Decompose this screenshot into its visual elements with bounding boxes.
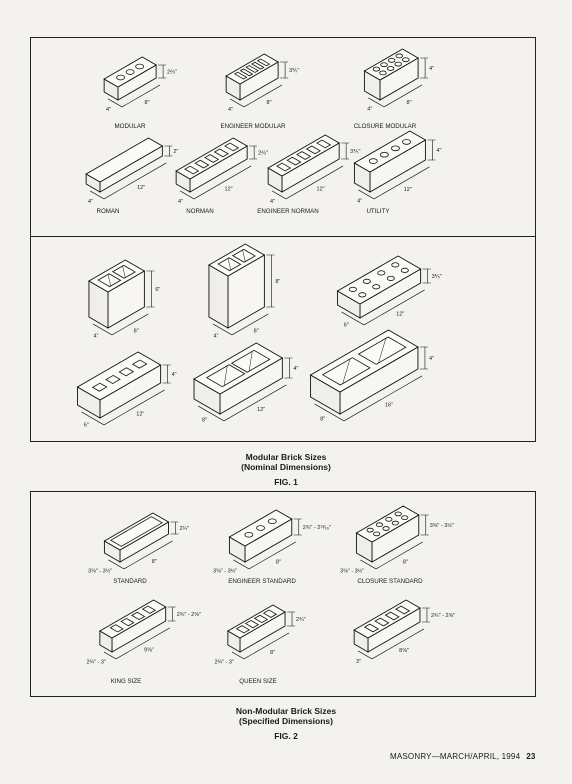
unit-8x4x12-length-label: 12" [257, 406, 266, 413]
norman-name-label: NORMAN [186, 208, 214, 215]
engineer-standard-name-label: ENGINEER STANDARD [228, 578, 296, 585]
unit-4x6x8-width-label: 4" [93, 333, 99, 340]
closure-modular-length-label: 8" [406, 99, 412, 106]
utility-name-label: UTILITY [366, 208, 390, 215]
utility-brick [354, 131, 441, 204]
unit-6x3x12-brick [337, 256, 442, 328]
unit-6x4x12-brick [77, 352, 176, 428]
unit-8x4x16-width-label: 8" [320, 416, 326, 423]
modular-height-label: 2⅔" [167, 69, 177, 76]
engineer-modular-brick [226, 54, 299, 113]
roman-height-label: 2" [173, 149, 179, 155]
engineer-standard-brick [213, 510, 331, 574]
closure-standard-name-label: CLOSURE STANDARD [357, 578, 423, 585]
unit-6x3x12-height-label: 3⅕" [431, 274, 442, 280]
king-size-length-label: 9⅝" [144, 647, 154, 654]
unit-6x4x12-length-label: 12" [136, 411, 145, 418]
king-size-name-label: KING SIZE [110, 678, 142, 685]
page-number: 23 [526, 752, 536, 761]
engineer-norman-width-label: 4" [270, 198, 276, 205]
utility-width-label: 4" [357, 198, 363, 205]
king-size-brick [86, 600, 200, 665]
utility-length-label: 12" [403, 186, 412, 193]
fig2-caption-subtitle: (Specified Dimensions) [239, 716, 333, 726]
roman-name-label: ROMAN [96, 208, 120, 215]
engineer-modular-name-label: ENGINEER MODULAR [220, 123, 286, 130]
unit-8x4x16-height-label: 4" [428, 356, 434, 362]
modular-width-label: 4" [106, 106, 112, 113]
unnamed-nonmodular-width-label: 3" [356, 658, 362, 665]
engineer-standard-length-label: 8" [275, 559, 281, 566]
fig1-caption-title: Modular Brick Sizes [245, 452, 327, 462]
unnamed-nonmodular-height-label: 2¾" - 2⅝" [430, 613, 456, 619]
engineer-norman-length-label: 12" [316, 186, 325, 193]
fig2-label: FIG. 2 [274, 731, 298, 741]
unit-8x4x16-brick [311, 330, 434, 422]
engineer-norman-height-label: 3⅕" [350, 149, 361, 155]
unit-4x6x8-height-label: 6" [155, 287, 161, 293]
closure-modular-name-label: CLOSURE MODULAR [353, 123, 417, 130]
standard-length-label: 8" [151, 558, 157, 565]
modular-brick [104, 57, 177, 113]
unit-4x8x8-brick [209, 244, 280, 339]
roman-width-label: 4" [88, 198, 94, 205]
fig1-caption-subtitle: (Nominal Dimensions) [241, 462, 331, 472]
modular-name-label: MODULAR [114, 123, 146, 130]
unit-8x4x12-height-label: 4" [293, 366, 299, 372]
queen-size-length-label: 8" [270, 649, 276, 656]
engineer-modular-width-label: 4" [228, 106, 234, 113]
queen-size-name-label: QUEEN SIZE [239, 678, 277, 685]
queen-size-height-label: 2¾" [296, 617, 306, 623]
unnamed-nonmodular-brick [354, 600, 455, 665]
modular-length-label: 8" [144, 99, 150, 106]
unit-4x6x8-brick [89, 260, 160, 339]
fig1-label: FIG. 1 [274, 477, 298, 487]
engineer-standard-width-label: 3⅝" - 3½" [213, 568, 238, 575]
unit-8x4x12-brick [194, 343, 298, 423]
footer-text: MASONRY—MARCH/APRIL, 1994 [390, 752, 521, 761]
engineer-modular-length-label: 8" [266, 99, 272, 106]
unit-6x3x12-width-label: 6" [343, 322, 349, 329]
standard-brick [88, 513, 189, 574]
engineer-standard-height-label: 2¾" - 2¹³⁄₁₆" [302, 525, 331, 531]
closure-standard-length-label: 8" [402, 559, 408, 566]
norman-width-label: 4" [178, 198, 184, 205]
unit-4x8x8-height-label: 8" [275, 279, 281, 285]
unit-8x4x12-width-label: 8" [201, 417, 208, 424]
unit-6x4x12-width-label: 6" [83, 422, 89, 429]
fig2-caption-title: Non-Modular Brick Sizes [235, 706, 337, 716]
unit-6x3x12-length-label: 12" [396, 311, 405, 318]
king-size-height-label: 2¾" - 2⅝" [176, 612, 201, 618]
queen-size-brick [214, 605, 305, 665]
closure-modular-width-label: 4" [367, 106, 373, 113]
queen-size-width-label: 2¾" - 3" [214, 659, 234, 666]
unit-4x8x8-width-label: 4" [213, 333, 219, 340]
engineer-norman-brick [268, 135, 363, 205]
king-size-width-label: 2¾" - 3" [86, 659, 106, 666]
closure-standard-brick [340, 506, 454, 574]
norman-brick [176, 138, 268, 205]
standard-name-label: STANDARD [113, 578, 147, 585]
norman-height-label: 2⅔" [258, 150, 268, 157]
page-footer [390, 752, 536, 761]
unnamed-nonmodular-length-label: 8⅝" [399, 647, 409, 654]
utility-height-label: 4" [436, 148, 442, 154]
unit-4x8x8-length-label: 8" [253, 328, 259, 335]
standard-height-label: 2¼" [179, 526, 190, 532]
unit-4x6x8-length-label: 8" [133, 328, 139, 335]
roman-brick [86, 138, 178, 205]
standard-width-label: 3⅝" - 3½" [88, 568, 113, 575]
engineer-modular-height-label: 3⅕" [289, 68, 300, 74]
closure-modular-brick [364, 49, 434, 112]
engineer-norman-name-label: ENGINEER NORMAN [257, 208, 319, 215]
roman-length-label: 12" [137, 184, 146, 191]
unit-6x4x12-height-label: 4" [171, 372, 177, 378]
unit-8x4x16-length-label: 16" [384, 402, 394, 409]
norman-length-label: 12" [224, 186, 233, 193]
closure-modular-height-label: 4" [429, 66, 435, 72]
closure-standard-height-label: 3⅝" - 3½" [429, 523, 454, 529]
closure-standard-width-label: 3⅝" - 3½" [340, 568, 365, 575]
